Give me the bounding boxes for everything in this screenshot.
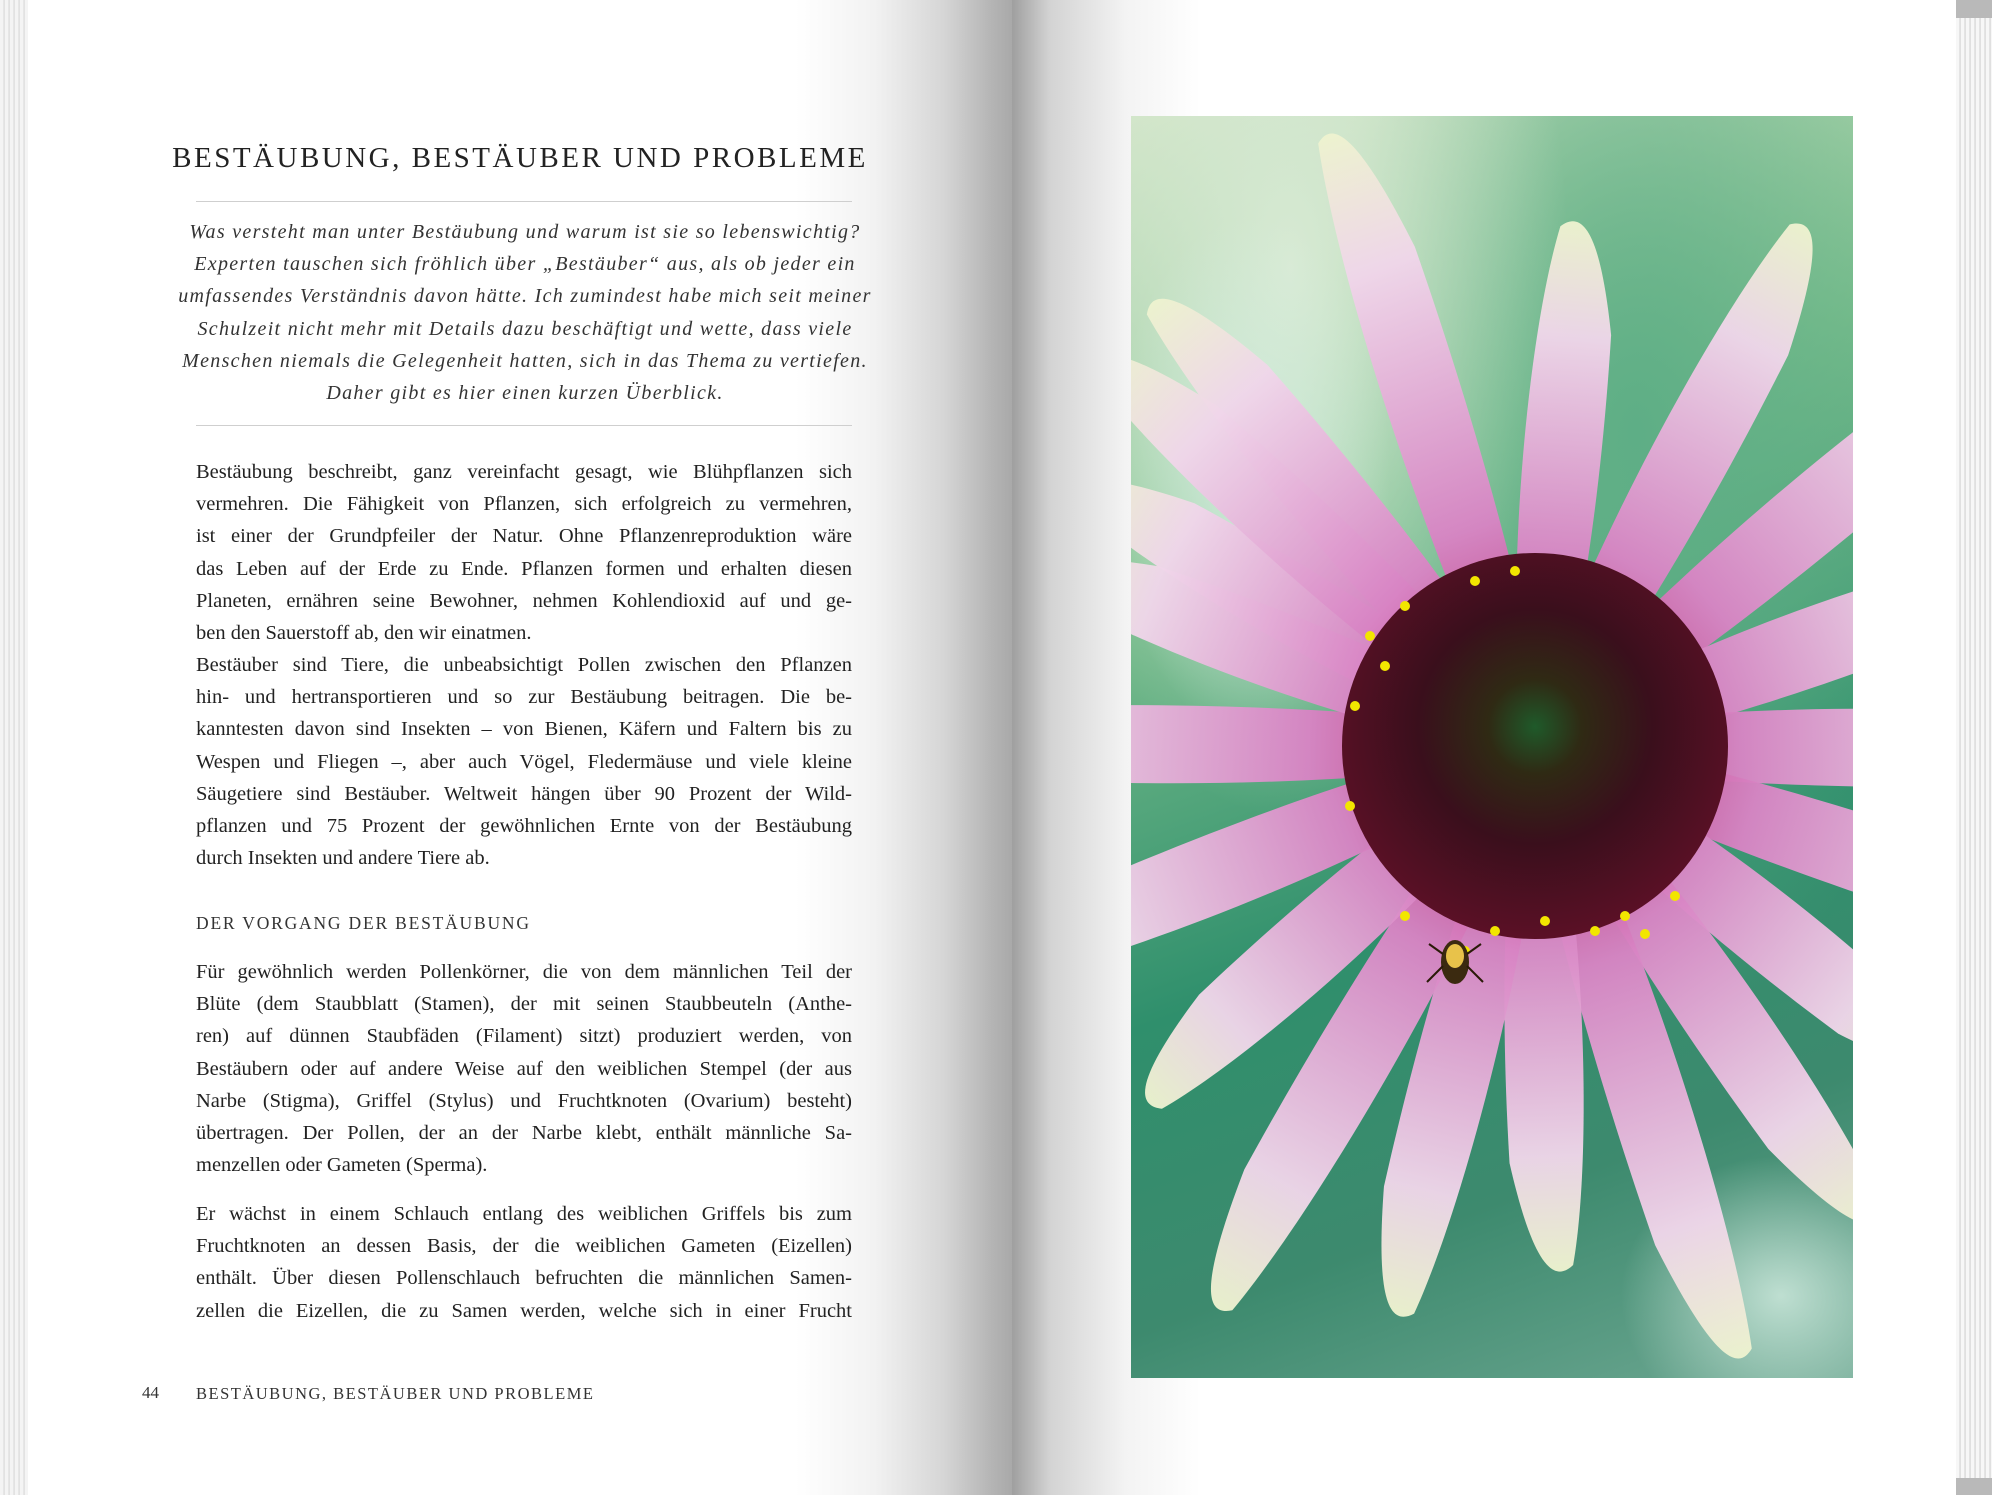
paragraph-2 [196, 649, 852, 874]
pollen-dot [1670, 891, 1680, 901]
text-line: durch Insekten und andere Tiere ab. [196, 847, 490, 870]
echinacea-flower-photo [1131, 116, 1853, 1378]
pollen-dot [1620, 911, 1630, 921]
pollen-dot [1380, 661, 1390, 671]
text-line: vermehren. Die Fähigkeit von Pflanzen, sich erfolgreich zu vermehren, [196, 493, 852, 516]
pollen-dot [1400, 601, 1410, 611]
page-number: 44 [142, 1383, 159, 1402]
pollen-dot [1510, 566, 1520, 576]
text-line: Wespen und Fliegen –, aber auch Vögel, Fledermäuse und viele kleine [196, 750, 852, 773]
text-line: übertragen. Der Pollen, der an der Narbe klebt, enthält männliche Sa- [196, 1122, 852, 1145]
pollen-dot [1470, 576, 1480, 586]
intro-text [170, 216, 880, 409]
text-line: hin- und hertransportieren und so zur Bestäubung beitragen. Die be- [196, 686, 852, 709]
chapter-title: BESTÄUBUNG, BESTÄUBER UND PROBLEME [172, 142, 868, 174]
intro-line: umfassendes Verständnis davon hätte. Ich zumindest habe mich seit meiner [178, 285, 872, 308]
text-line: Für gewöhnlich werden Pollenkörner, die von dem männlichen Teil der [196, 961, 852, 983]
text-line: ren) auf dünnen Staubfäden (Filament) sitzt) produziert werden, von [196, 1025, 852, 1048]
paragraph-3 [196, 956, 852, 1181]
text-line: Planeten, ernähren seine Bewohner, nehmen Kohlendioxid auf und ge- [196, 589, 852, 612]
top-divider [196, 201, 852, 202]
text-line: ist einer der Grundpfeiler der Natur. Ohne Pflanzenreproduktion wäre [196, 525, 852, 548]
pollen-dot [1400, 911, 1410, 921]
text-line: kanntesten davon sind Insekten – von Bienen, Käfern und Faltern bis zu [196, 718, 852, 741]
pollen-dot [1590, 926, 1600, 936]
right-page-edges [1956, 18, 1992, 1478]
text-line: Bestäuber sind Tiere, die unbeabsichtigt Pollen zwischen den Pflanzen [196, 654, 852, 676]
text-line: das Leben auf der Erde zu Ende. Pflanzen formen und erhalten diesen [196, 557, 852, 580]
pollen-dot [1640, 929, 1650, 939]
text-line: zellen die Eizellen, die zu Samen werden, welche sich in einer Frucht [196, 1299, 852, 1322]
intro-line: Menschen niemals die Gelegenheit hatten, sich in das Thema zu vertiefen. [182, 349, 868, 372]
flower-center [1342, 553, 1728, 939]
text-line: menzellen oder Gameten (Sperma). [196, 1154, 488, 1177]
text-line: Bestäubung beschreibt, ganz vereinfacht gesagt, wie Blühpflanzen sich [196, 461, 852, 483]
pollen-dot [1350, 701, 1360, 711]
intro-divider [196, 425, 852, 426]
text-line: Fruchtknoten an dessen Basis, der die weiblichen Gameten (Eizellen) [196, 1235, 852, 1258]
intro-line: Experten tauschen sich fröhlich über „Bestäuber“ aus, als ob jeder ein [194, 253, 856, 276]
text-line: Bestäubern oder auf andere Weise auf den weiblichen Stempel (der aus [196, 1057, 852, 1080]
intro-line: Daher gibt es hier einen kurzen Überblick. [326, 382, 724, 405]
left-page-edges [0, 0, 28, 1495]
text-line: pflanzen und 75 Prozent der gewöhnlichen Ernte von der Bestäubung [196, 815, 852, 838]
text-line: enthält. Über diesen Pollenschlauch befruchten die männlichen Samen- [196, 1267, 852, 1290]
subheading: DER VORGANG DER BESTÄUBUNG [196, 913, 531, 933]
flower-illustration [1131, 116, 1853, 1378]
paragraph-1 [196, 456, 852, 649]
pollen-dot [1490, 926, 1500, 936]
pollen-dot [1345, 801, 1355, 811]
text-line: Säugetiere sind Bestäuber. Weltweit hängen über 90 Prozent der Wild- [196, 782, 852, 805]
paragraph-4 [196, 1198, 852, 1327]
text-line: ben den Sauerstoff ab, den wir einatmen. [196, 622, 532, 645]
running-head: BESTÄUBUNG, BESTÄUBER UND PROBLEME [196, 1384, 595, 1403]
right-margin [1992, 0, 2014, 1495]
pollen-dot [1365, 631, 1375, 641]
text-line: Narbe (Stigma), Griffel (Stylus) und Fruchtknoten (Ovarium) besteht) [196, 1089, 852, 1112]
text-line: Er wächst in einem Schlauch entlang des weiblichen Griffels bis zum [196, 1203, 852, 1225]
intro-line: Schulzeit nicht mehr mit Details dazu beschäftigt und wette, dass viele [197, 317, 853, 340]
text-line: Blüte (dem Staubblatt (Stamen), der mit seinen Staubbeuteln (Anthe- [196, 993, 852, 1016]
pollen-dot [1540, 916, 1550, 926]
intro-line: Was versteht man unter Bestäubung und warum ist sie so lebenswichtig? [189, 221, 861, 243]
